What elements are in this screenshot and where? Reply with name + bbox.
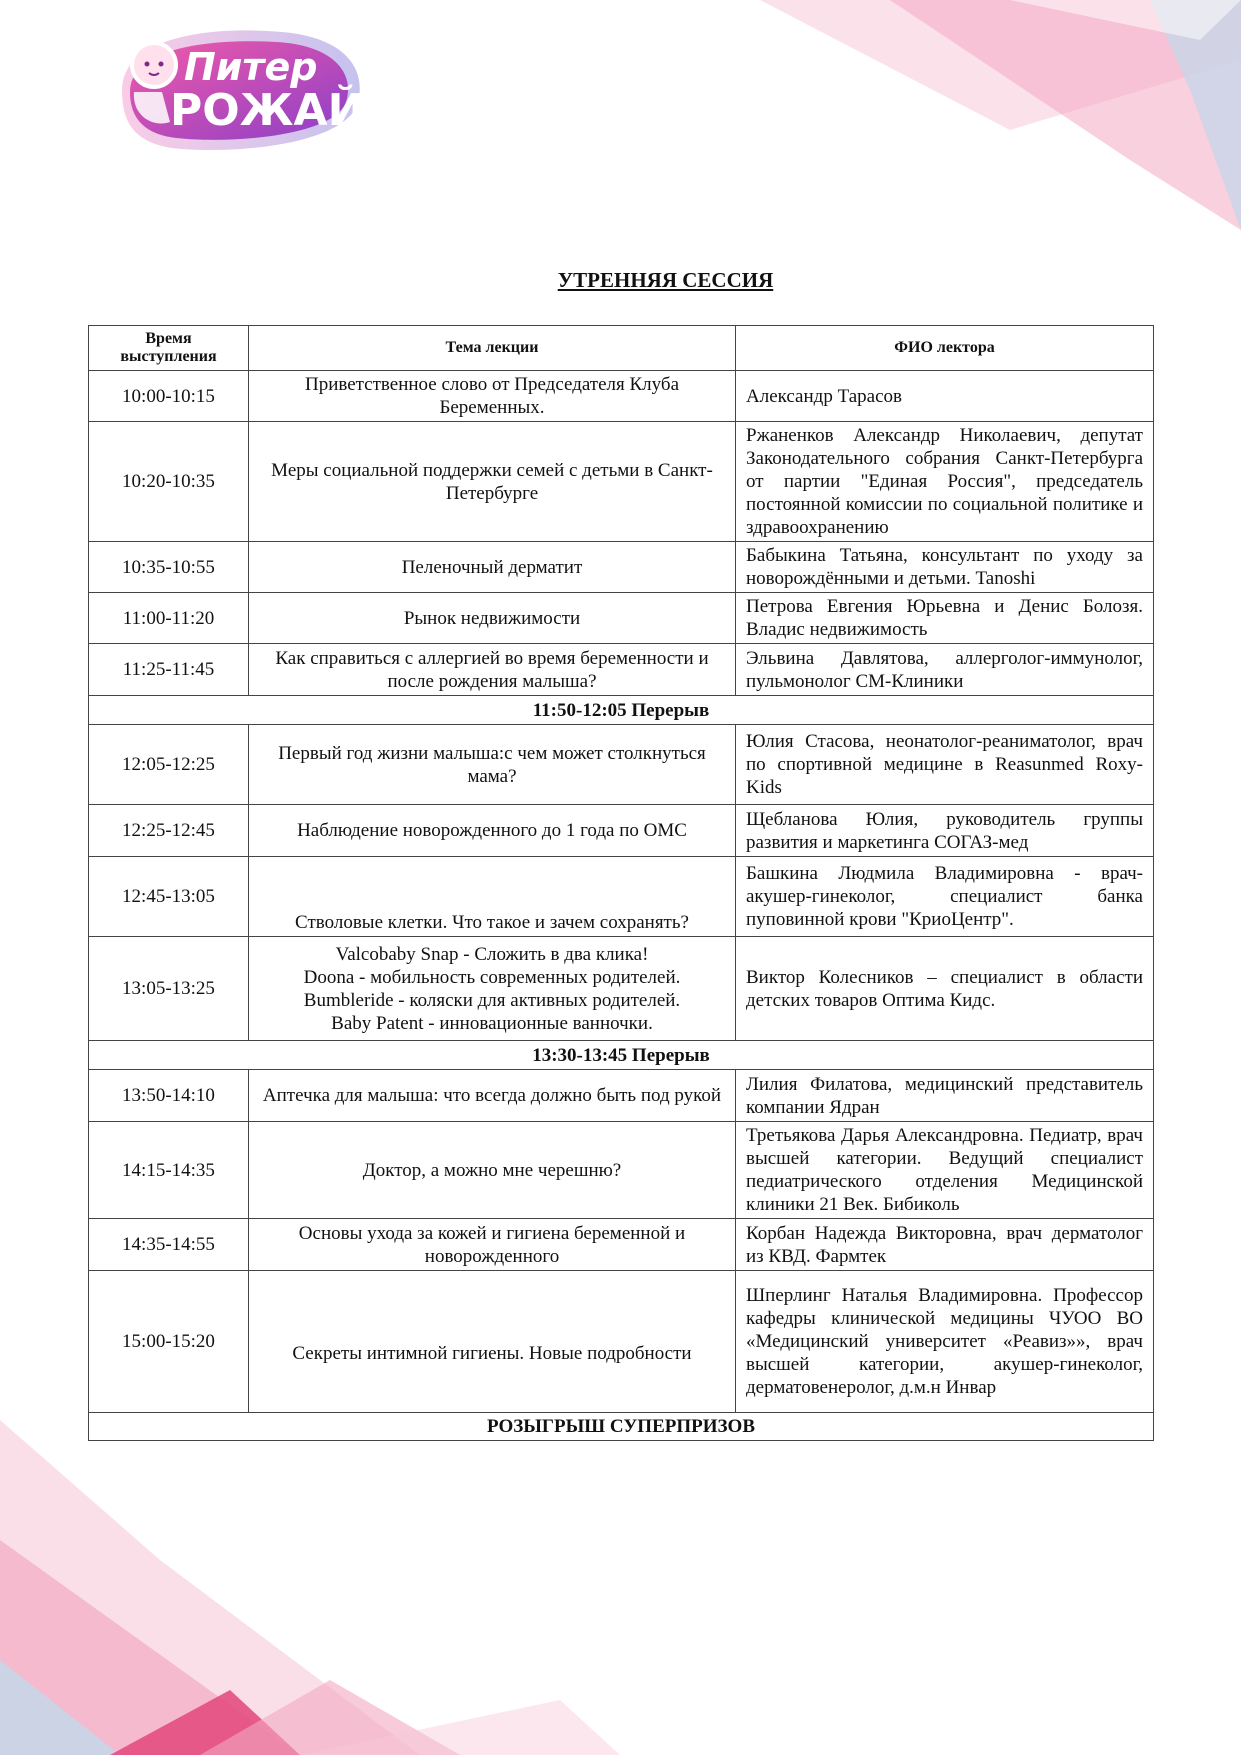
row-speaker: Лилия Филатова, медицинский представитель компании Ядран <box>736 1070 1154 1122</box>
table-row <box>89 422 1154 542</box>
baby-face-icon <box>132 43 176 87</box>
row-speaker: Щебланова Юлия, руководитель группы развития и маркетинга СОГАЗ-мед <box>736 805 1154 857</box>
logo <box>112 20 372 155</box>
table-row <box>89 725 1154 805</box>
table-row <box>89 371 1154 422</box>
row-topic: Аптечка для малыша: что всегда должно быть под рукой <box>249 1070 736 1122</box>
header-time: Время выступления <box>89 326 249 371</box>
row-time: 12:45-13:05 <box>89 857 249 937</box>
topic-line: Valcobaby Snap - Сложить в два клика! <box>335 943 649 965</box>
row-topic: Наблюдение новорожденного до 1 года по ОМС <box>249 805 736 857</box>
table-row <box>89 1070 1154 1122</box>
row-topic: Рынок недвижимости <box>249 593 736 644</box>
prize-row <box>89 1413 1154 1441</box>
table-row <box>89 1271 1154 1413</box>
row-speaker: Ржаненков Александр Николаевич, депутат Законодательного собрания Санкт-Петербурга от партии "Единая Россия", председатель постоянной комиссии по социальной политике и здравоохранению <box>736 422 1154 542</box>
row-time: 14:35-14:55 <box>89 1219 249 1271</box>
row-topic: Пеленочный дерматит <box>249 542 736 593</box>
row-speaker: Корбан Надежда Викторовна, врач дерматолог из КВД. Фармтек <box>736 1219 1154 1271</box>
row-speaker: Башкина Людмила Владимировна - врач-акушер-гинеколог, специалист банка пуповинной крови "КриоЦентр". <box>736 857 1154 937</box>
topic-line: Baby Patent - инновационные ванночки. <box>331 1012 653 1034</box>
row-time: 10:00-10:15 <box>89 371 249 422</box>
header-topic: Тема лекции <box>249 326 736 371</box>
break-label: 11:50-12:05 Перерыв <box>89 696 1154 725</box>
row-topic: Как справиться с аллергией во время беременности и после рождения малыша? <box>249 644 736 696</box>
topic-line: Bumbleride - коляски для активных родителей. <box>303 989 681 1011</box>
row-time: 13:05-13:25 <box>89 937 249 1041</box>
row-topic: Основы ухода за кожей и гигиена беременной и новорожденного <box>249 1219 736 1271</box>
row-speaker: Бабыкина Татьяна, консультант по уходу за новорождёнными и детьми. Tanoshi <box>736 542 1154 593</box>
table-row <box>89 857 1154 937</box>
row-topic: Доктор, а можно мне черешню? <box>249 1122 736 1219</box>
row-topic <box>249 937 736 1041</box>
topic-line: Doona - мобильность современных родителей. <box>303 966 681 988</box>
row-time: 10:20-10:35 <box>89 422 249 542</box>
row-speaker: Юлия Стасова, неонатолог-реаниматолог, врач по спортивной медицине в Reasunmed Roxy-Kids <box>736 725 1154 805</box>
row-topic: Меры социальной поддержки семей с детьми в Санкт-Петербурге <box>249 422 736 542</box>
break-row <box>89 696 1154 725</box>
break-label: 13:30-13:45 Перерыв <box>89 1041 1154 1070</box>
row-time: 13:50-14:10 <box>89 1070 249 1122</box>
row-speaker: Виктор Колесников – специалист в области детских товаров Оптима Кидс. <box>736 937 1154 1041</box>
table-row <box>89 593 1154 644</box>
break-row <box>89 1041 1154 1070</box>
row-topic: Секреты интимной гигиены. Новые подробности <box>249 1271 736 1413</box>
prize-label: РОЗЫГРЫШ СУПЕРПРИЗОВ <box>89 1413 1154 1441</box>
logo-line2: РОЖАЙ <box>170 85 365 136</box>
row-time: 15:00-15:20 <box>89 1271 249 1413</box>
row-speaker: Третьякова Дарья Александровна. Педиатр, врач высшей категории. Ведущий специалист педиатрического отделения Медицинской клиники 21 Век. Бибиколь <box>736 1122 1154 1219</box>
logo-line1: Питер <box>184 45 318 89</box>
table-row <box>89 542 1154 593</box>
table-row <box>89 937 1154 1041</box>
table-row <box>89 805 1154 857</box>
row-time: 11:00-11:20 <box>89 593 249 644</box>
table-row <box>89 1122 1154 1219</box>
header-speaker: ФИО лектора <box>736 326 1154 371</box>
row-speaker: Шперлинг Наталья Владимировна. Профессор кафедры клинической медицины ЧУОО ВО «Медицинский университет «Реавиз»», врач высшей категории, акушер-гинеколог, дерматовенеролог, д.м.н Инвар <box>736 1271 1154 1413</box>
schedule-table <box>88 325 1154 1441</box>
row-time: 12:25-12:45 <box>89 805 249 857</box>
row-speaker: Петрова Евгения Юрьевна и Денис Болозя. Владис недвижимость <box>736 593 1154 644</box>
row-time: 12:05-12:25 <box>89 725 249 805</box>
row-speaker: Эльвина Давлятова, аллерголог-иммунолог, пульмонолог СМ-Клиники <box>736 644 1154 696</box>
row-speaker: Александр Тарасов <box>736 371 1154 422</box>
table-header-row <box>89 326 1154 371</box>
row-topic: Приветственное слово от Председателя Клуба Беременных. <box>249 371 736 422</box>
session-title: УТРЕННЯЯ СЕССИЯ <box>557 268 774 292</box>
row-topic: Первый год жизни малыша:с чем может столкнуться мама? <box>249 725 736 805</box>
row-time: 14:15-14:35 <box>89 1122 249 1219</box>
table-row <box>89 1219 1154 1271</box>
row-time: 11:25-11:45 <box>89 644 249 696</box>
row-topic: Стволовые клетки. Что такое и зачем сохранять? <box>249 857 736 937</box>
row-time: 10:35-10:55 <box>89 542 249 593</box>
table-row <box>89 644 1154 696</box>
